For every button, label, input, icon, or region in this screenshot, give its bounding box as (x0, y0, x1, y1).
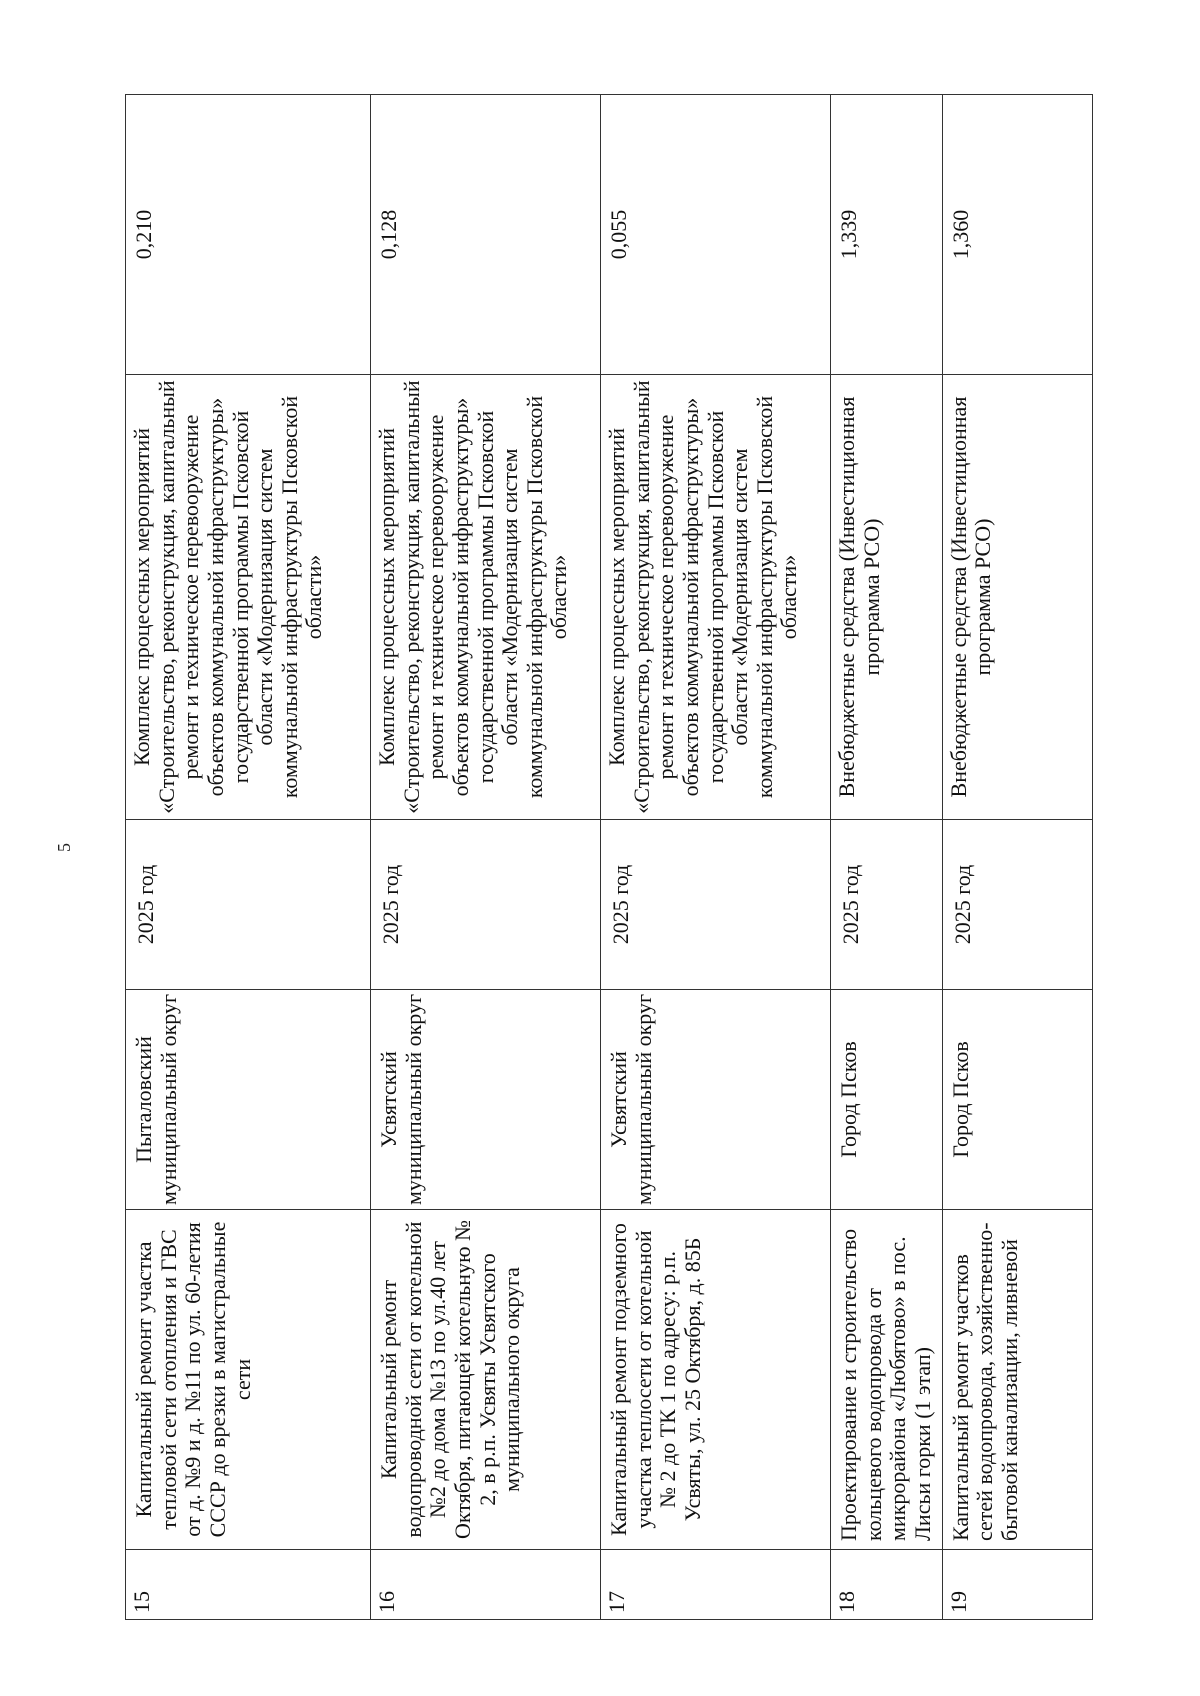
work-description: Капитальный ремонт водопроводной сети от котельной №2 до дома №13 по ул.40 лет Октября, питающей котельную № 2, в р.п. Усвяты Усвятского муниципального округа (371, 1210, 601, 1550)
period: 2025 год (371, 820, 601, 990)
work-description: Проектирование и строительство кольцевого водопровода от микрорайона «Любятово» в пос. Лисьи горки (1 этап) (831, 1210, 943, 1550)
work-description: Капитальный ремонт участков сетей водопровода, хозяйственно-бытовой канализации, ливневой (942, 1210, 1092, 1550)
amount: 1,339 (831, 95, 943, 375)
row-number: 18 (831, 1550, 943, 1620)
funding-source: Комплекс процессных мероприятий «Строительство, реконструкция, капитальный ремонт и техническое перевооружение объектов коммунальной инфраструктуры» государственной программы Псковской области «Модернизация систем коммунальной инфраструктуры Псковской области» (601, 375, 831, 820)
work-description: Капитальный ремонт участка тепловой сети отопления и ГВС от д. №9 и д. №11 по ул. 60-летия СССР до врезки в магистральные сети (126, 1210, 371, 1550)
row-number: 15 (126, 1550, 371, 1620)
amount: 0,055 (601, 95, 831, 375)
table-row (831, 95, 943, 1620)
municipality: Город Псков (942, 990, 1092, 1210)
funding-source: Внебюджетные средства (Инвестиционная программа РСО) (831, 375, 943, 820)
funding-source: Внебюджетные средства (Инвестиционная программа РСО) (942, 375, 1092, 820)
municipality: Усвятский муниципальный округ (601, 990, 831, 1210)
work-description: Капитальный ремонт подземного участка теплосети от котельной № 2 до ТК 1 по адресу: р.п. Усвяты, ул. 25 Октября, д. 85Б (601, 1210, 831, 1550)
page-number: 5 (54, 843, 74, 852)
row-number: 17 (601, 1550, 831, 1620)
table-container (125, 95, 1085, 1620)
row-number: 16 (371, 1550, 601, 1620)
amount: 1,360 (942, 95, 1092, 375)
municipality: Город Псков (831, 990, 943, 1210)
period: 2025 год (601, 820, 831, 990)
table-row (371, 95, 601, 1620)
amount: 0,128 (371, 95, 601, 375)
table-row (942, 95, 1092, 1620)
funding-source: Комплекс процессных мероприятий «Строительство, реконструкция, капитальный ремонт и техническое перевооружение объектов коммунальной инфраструктуры» государственной программы Псковской области «Модернизация систем коммунальной инфраструктуры Псковской области» (126, 375, 371, 820)
funding-source: Комплекс процессных мероприятий «Строительство, реконструкция, капитальный ремонт и техническое перевооружение объектов коммунальной инфраструктуры» государственной программы Псковской области «Модернизация систем коммунальной инфраструктуры Псковской области» (371, 375, 601, 820)
table-row (601, 95, 831, 1620)
period: 2025 год (831, 820, 943, 990)
amount: 0,210 (126, 95, 371, 375)
period: 2025 год (942, 820, 1092, 990)
row-number: 19 (942, 1550, 1092, 1620)
period: 2025 год (126, 820, 371, 990)
municipality: Пыталовский муниципальный округ (126, 990, 371, 1210)
municipality: Усвятский муниципальный округ (371, 990, 601, 1210)
table-row (126, 95, 371, 1620)
program-table (125, 94, 1093, 1620)
